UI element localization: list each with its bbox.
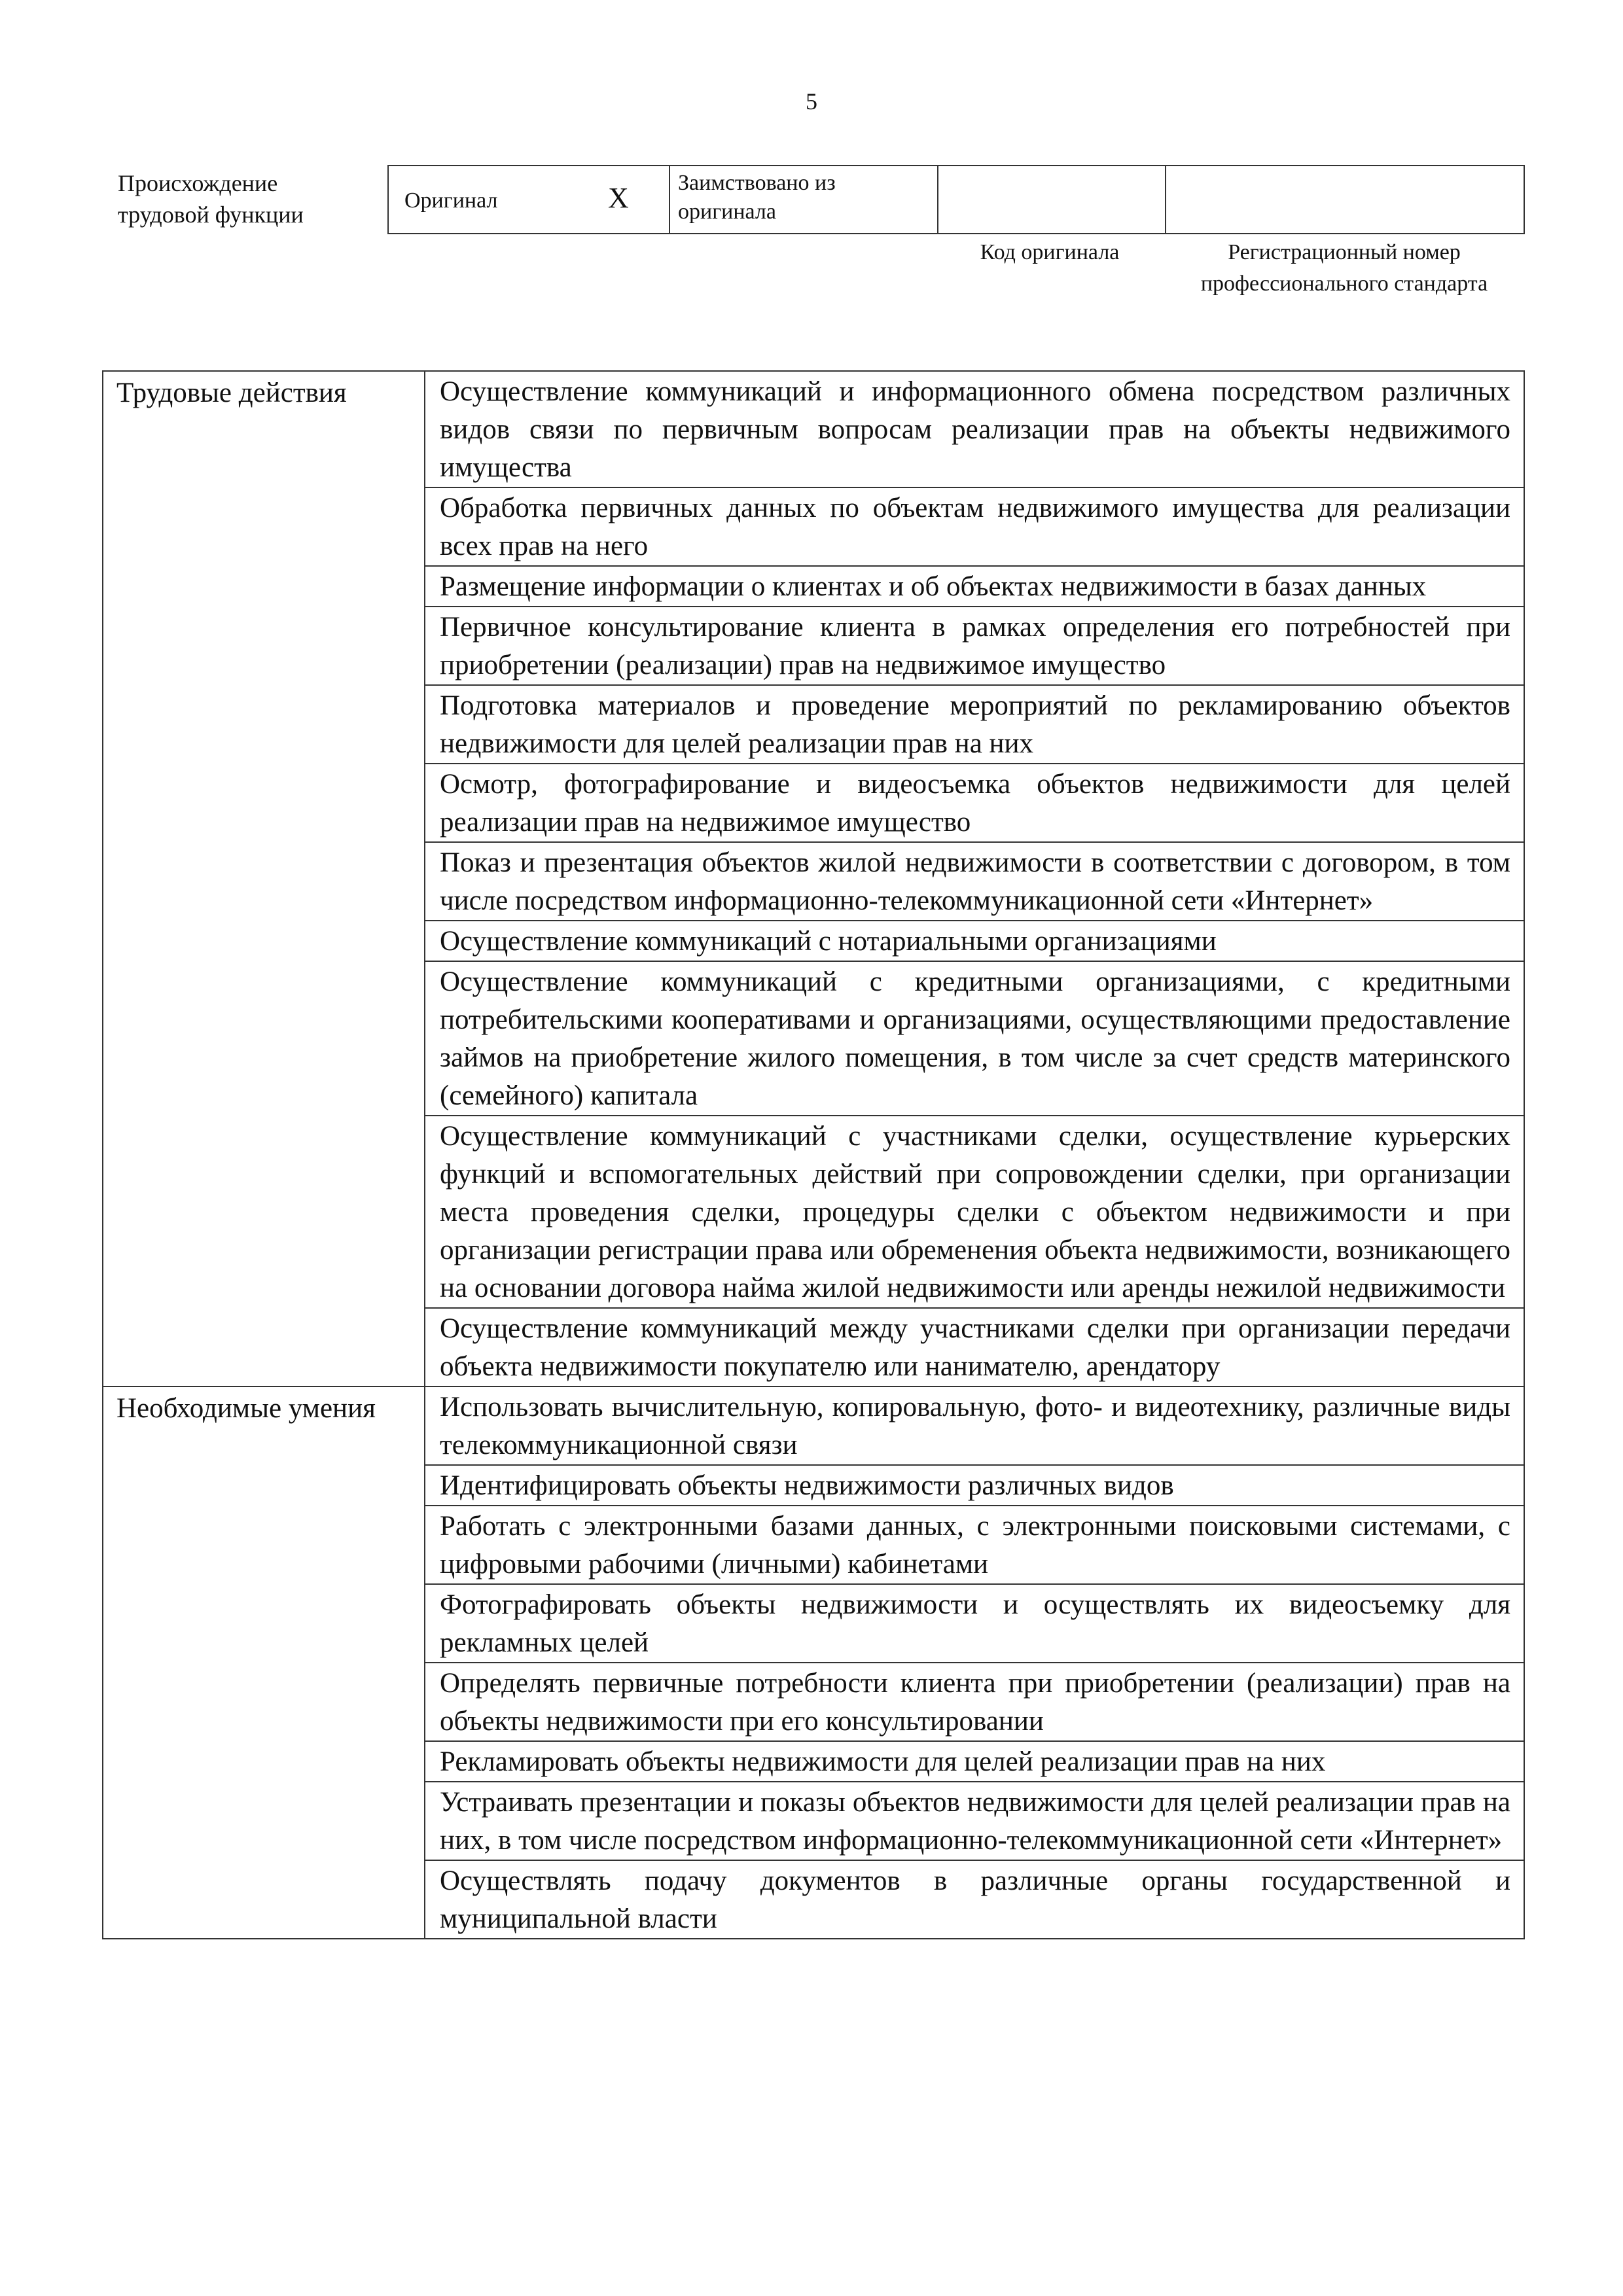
- table-row: [103, 371, 1524, 487]
- section-item-text: Рекламировать объекты недвижимости для целей реализации прав на них: [440, 1746, 1326, 1777]
- section-label: Необходимые умения: [103, 1386, 425, 1939]
- section-item: [425, 1584, 1524, 1663]
- section-item: [425, 685, 1524, 764]
- section-item: [425, 842, 1524, 921]
- section-item-text: Размещение информации о клиентах и об объектах недвижимости в базах данных: [440, 571, 1427, 602]
- section-item-text: Осуществление коммуникаций с участниками сделки, осуществление курьерских функций и вспомогательных действий при сопровождении сделки, при организации места проведения сделки, процедуры сделки с объектом недвижимости и при организации регистрации права или обременения объекта недвижимости, возникающего на основании договора найма жилой недвижимости или аренды нежилой недвижимости: [440, 1121, 1510, 1303]
- section-item-text: Осуществлять подачу документов в различные органы государственной и муниципальной власти: [440, 1865, 1510, 1934]
- section-item-text: Определять первичные потребности клиента при приобретении (реализации) прав на объекты недвижимости при его консультировании: [440, 1668, 1510, 1737]
- section-item: [425, 566, 1524, 607]
- origin-reg-caption: Регистрационный номер профессионального стандарта: [1200, 240, 1488, 296]
- section-item: [425, 1308, 1524, 1386]
- function-table: [102, 370, 1525, 1939]
- section-item-text: Устраивать презентации и показы объектов недвижимости для целей реализации прав на них, в том числе посредством информационно-телекоммуникационной сети «Интернет»: [440, 1787, 1510, 1856]
- section-item: [425, 1506, 1524, 1584]
- section-item: [425, 961, 1524, 1116]
- origin-code-cell: [938, 166, 1166, 234]
- origin-original-label: Оригинал: [404, 188, 498, 213]
- page-number: 5: [806, 88, 817, 115]
- section-item: [425, 607, 1524, 685]
- section-item: [425, 1116, 1524, 1308]
- section-item: [425, 1782, 1524, 1860]
- section-item: [425, 1860, 1524, 1939]
- section-item: [425, 1465, 1524, 1506]
- section-item: [425, 371, 1524, 487]
- section-item: [425, 764, 1524, 842]
- origin-table: [387, 165, 1525, 234]
- origin-borrowed-cell: Заимствовано из оригинала: [669, 166, 938, 234]
- section-item-text: Идентифицировать объекты недвижимости различных видов: [440, 1470, 1174, 1501]
- section-item-text: Использовать вычислительную, копировальную, фото- и видеотехнику, различные виды телекоммуникационной связи: [440, 1392, 1510, 1460]
- section-item: [425, 921, 1524, 961]
- section-item-text: Осуществление коммуникаций и информационного обмена посредством различных видов связи по первичным вопросам реализации прав на объекты недвижимого имущества: [440, 376, 1510, 483]
- section-item-text: Работать с электронными базами данных, с электронными поисковыми системами, с цифровыми рабочими (личными) кабинетами: [440, 1511, 1510, 1580]
- section-item-text: Первичное консультирование клиента в рамках определения его потребностей при приобретении (реализации) прав на недвижимое имущество: [440, 612, 1510, 680]
- origin-reg-number-cell: [1166, 166, 1524, 234]
- section-item: [425, 1663, 1524, 1741]
- section-item-text: Обработка первичных данных по объектам недвижимого имущества для реализации всех прав на него: [440, 493, 1510, 561]
- section-item-text: Показ и презентация объектов жилой недвижимости в соответствии с договором, в том числе посредством информационно-телекоммуникационной сети «Интернет»: [440, 847, 1510, 916]
- function-table-body: [103, 371, 1524, 1939]
- section-item: [425, 487, 1524, 566]
- section-item-text: Фотографировать объекты недвижимости и осуществлять их видеосъемку для рекламных целей: [440, 1589, 1510, 1658]
- section-item-text: Осуществление коммуникаций с нотариальными организациями: [440, 926, 1217, 957]
- section-item: [425, 1386, 1524, 1465]
- section-item-text: Осмотр, фотографирование и видеосъемка объектов недвижимости для целей реализации прав на недвижимое имущество: [440, 769, 1510, 838]
- origin-original-cell: [388, 166, 669, 234]
- section-item-text: Осуществление коммуникаций с кредитными организациями, с кредитными потребительскими кооперативами и организациями, осуществляющими предоставление займов на приобретение жилого помещения, в том числе за счет средств материнского (семейного) капитала: [440, 966, 1510, 1111]
- section-label: Трудовые действия: [103, 371, 425, 1386]
- section-item: [425, 1741, 1524, 1782]
- origin-code-caption: Код оригинала: [980, 240, 1120, 264]
- section-item-text: Осуществление коммуникаций между участниками сделки при организации передачи объекта недвижимости покупателю или нанимателю, арендатору: [440, 1313, 1510, 1382]
- origin-label: Происхождение трудовой функции: [118, 170, 304, 228]
- table-row: [103, 1386, 1524, 1465]
- section-item-text: Подготовка материалов и проведение мероприятий по рекламированию объектов недвижимости для целей реализации прав на них: [440, 690, 1510, 759]
- origin-original-mark: X: [607, 182, 629, 214]
